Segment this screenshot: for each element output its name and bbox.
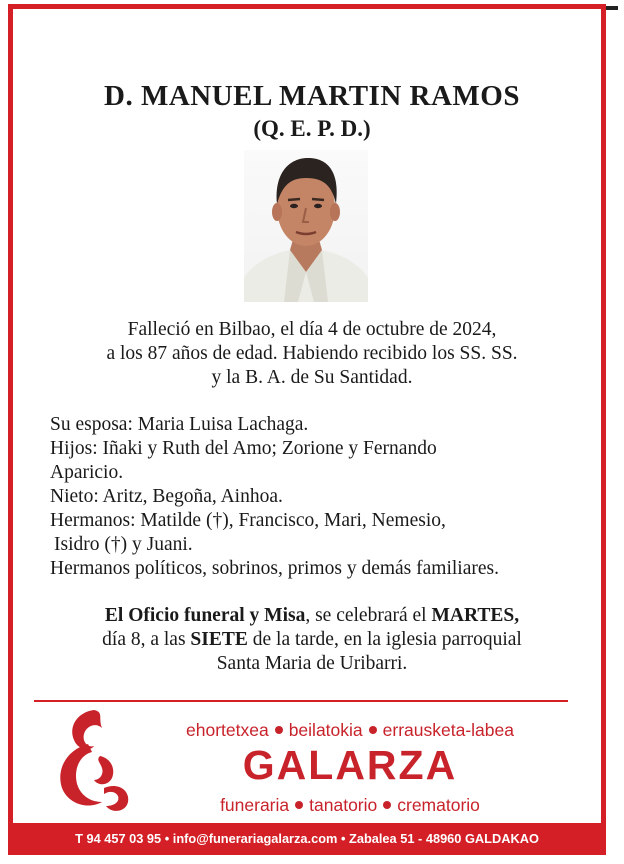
tag-item: ehortetxea bbox=[186, 720, 269, 740]
church-line: Santa Maria de Uribarri. bbox=[216, 653, 408, 674]
funeral-hour: SIETE bbox=[190, 629, 248, 650]
funeral-day: MARTES, bbox=[431, 605, 520, 626]
announcement-line: Falleció en Bilbao, el día 4 de octubre de 2024, bbox=[127, 319, 497, 340]
siblings-line: Isidro (†) y Juani. bbox=[54, 534, 193, 555]
scan-mark bbox=[606, 6, 618, 10]
tag-item: errausketa-labea bbox=[382, 720, 514, 740]
tag-item: beilatokia bbox=[288, 720, 363, 740]
brand-name: GALARZA bbox=[242, 742, 458, 788]
tag-item: tanatorio bbox=[309, 795, 378, 815]
contact-footer: T 94 457 03 95 • info@funerariagalarza.com • Zabalea 51 - 48960 GALDAKAO bbox=[8, 823, 606, 855]
funeral-text: , se celebrará el bbox=[305, 605, 432, 626]
funeral-text: de la tarde, en la iglesia parroquial bbox=[247, 629, 522, 650]
bullet-icon bbox=[275, 726, 283, 734]
death-announcement bbox=[0, 318, 624, 390]
bullet-icon bbox=[369, 726, 377, 734]
services-tagline-spanish bbox=[132, 795, 568, 816]
funeral-text: día 8, a las bbox=[102, 629, 191, 650]
portrait-photo bbox=[244, 150, 368, 302]
children-line: Hijos: Iñaki y Ruth del Amo; Zorione y Fernando bbox=[50, 438, 437, 459]
deceased-name: D. MANUEL MARTIN RAMOS bbox=[104, 80, 520, 112]
announcement-line: y la B. A. de Su Santidad. bbox=[211, 367, 413, 388]
galarza-logo-icon bbox=[48, 706, 134, 814]
grandchildren-line: Nieto: Aritz, Begoña, Ainhoa. bbox=[50, 486, 283, 507]
funeral-line bbox=[0, 604, 624, 628]
children-line: Aparicio. bbox=[50, 462, 124, 483]
section-divider bbox=[34, 700, 568, 702]
rip-abbreviation: (Q. E. P. D.) bbox=[253, 116, 371, 141]
siblings-line: Hermanos: Matilde (†), Francisco, Mari, Nemesio, bbox=[50, 510, 446, 531]
funeral-line bbox=[0, 628, 624, 652]
family-list bbox=[50, 413, 590, 581]
relatives-line: Hermanos políticos, sobrinos, primos y demás familiares. bbox=[50, 558, 499, 579]
bullet-icon bbox=[383, 801, 391, 809]
spouse-line: Su esposa: Maria Luisa Lachaga. bbox=[50, 414, 309, 435]
bullet-icon bbox=[295, 801, 303, 809]
funeral-emphasis: El Oficio funeral y Misa bbox=[104, 605, 306, 626]
tag-item: crematorio bbox=[397, 795, 480, 815]
funeral-details bbox=[0, 604, 624, 676]
services-tagline-basque bbox=[132, 720, 568, 741]
announcement-line: a los 87 años de edad. Habiendo recibido los SS. SS. bbox=[106, 343, 518, 364]
tag-item: funeraria bbox=[220, 795, 290, 815]
